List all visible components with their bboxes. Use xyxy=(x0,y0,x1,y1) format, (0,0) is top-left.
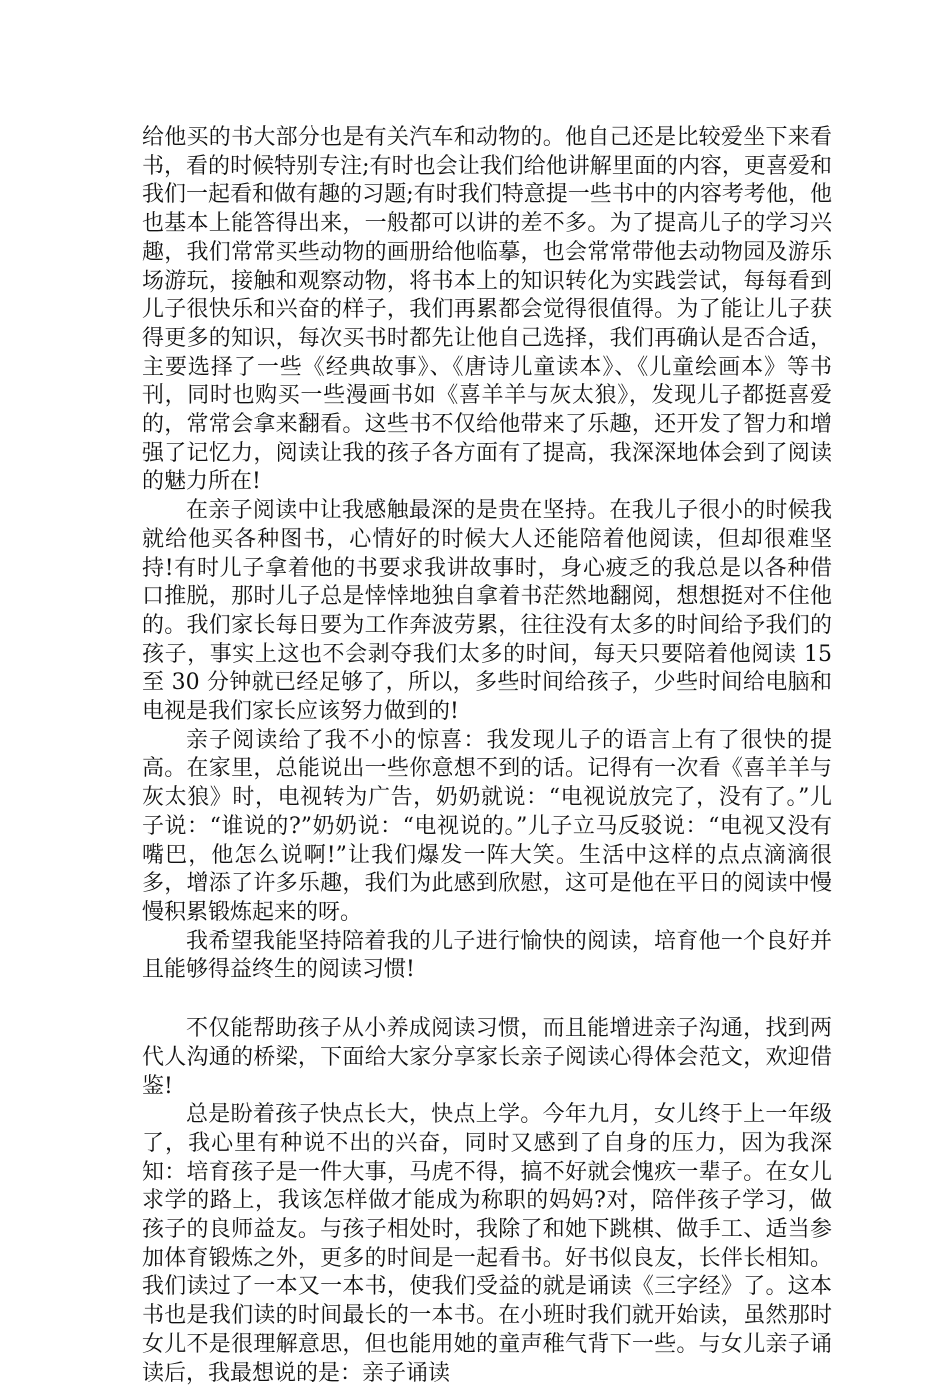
document-page xyxy=(142,124,832,1388)
section-gap xyxy=(142,985,832,1015)
paragraph-surprise: 亲子阅读给了我不小的惊喜：我发现儿子的语言上有了很快的提高。在家里，总能说出一些你意想不到的话。记得有一次看《喜羊羊与灰太狼》时，电视转为广告，奶奶就说：“电视说放完了，没有了。”儿子说：“谁说的?”奶奶说：“电视说的。”儿子立马反驳说：“电视又没有嘴巴，他怎么说啊!”让我们爆发一阵大笑。生活中这样的点点滴滴很多，增添了许多乐趣，我们为此感到欣慰，这可是他在平日的阅读中慢慢积累锻炼起来的呀。 xyxy=(142,727,832,925)
paragraph-daughter: 总是盼着孩子快点长大，快点上学。今年九月，女儿终于上一年级了，我心里有种说不出的兴奋，同时又感到了自身的压力，因为我深知：培育孩子是一件大事，马虎不得，搞不好就会愧疚一辈子。在女儿求学的路上，我该怎样做才能成为称职的妈妈?对，陪伴孩子学习，做孩子的良师益友。与孩子相处时，我除了和她下跳棋、做手工、适当参加体育锻炼之外，更多的时间是一起看书。好书似良友，长伴长相知。我们读过了一本又一本书，使我们受益的就是诵读《三字经》了。这本书也是我们读的时间最长的一本书。在小班时我们就开始读，虽然那时女儿不是很理解意思，但也能用她的童声稚气背下一些。与女儿亲子诵读后，我最想说的是：亲子诵读 xyxy=(142,1102,832,1386)
paragraph-intro: 不仅能帮助孩子从小养成阅读习惯，而且能增进亲子沟通，找到两代人沟通的桥梁，下面给大家分享家长亲子阅读心得体会范文，欢迎借鉴! xyxy=(142,1016,832,1099)
paragraph-continued: 给他买的书大部分也是有关汽车和动物的。他自己还是比较爱坐下来看书，看的时候特别专注;有时也会让我们给他讲解里面的内容，更喜爱和我们一起看和做有趣的习题;有时我们特意提一些书中的内容考考他，他也基本上能答得出来，一般都可以讲的差不多。为了提高儿子的学习兴趣，我们常常买些动物的画册给他临摹，也会常常带他去动物园及游乐场游玩，接触和观察动物，将书本上的知识转化为实践尝试，每每看到儿子很快乐和兴奋的样子，我们再累都会觉得很值得。为了能让儿子获得更多的知识，每次买书时都先让他自己选择，我们再确认是否合适，主要选择了一些《经典故事》、《唐诗儿童读本》、《儿童绘画本》等书刊，同时也购买一些漫画书如《喜羊羊与灰太狼》，发现儿子都挺喜爱的，常常会拿来翻看。这些书不仅给他带来了乐趣，还开发了智力和增强了记忆力，阅读让我的孩子各方面有了提高，我深深地体会到了阅读的魅力所在! xyxy=(142,125,832,495)
paragraph-hope: 我希望我能坚持陪着我的儿子进行愉快的阅读，培育他一个良好并且能够得益终生的阅读习惯! xyxy=(142,928,832,983)
paragraph-persistence: 在亲子阅读中让我感触最深的是贵在坚持。在我儿子很小的时候我就给他买各种图书，心情好的时候大人还能陪着他阅读，但却很难坚持!有时儿子拿着他的书要求我讲故事时，身心疲乏的我总是以各种借口推脱，那时儿子总是悻悻地独自拿着书茫然地翻阅，想想挺对不住他的。我们家长每日要为工作奔波劳累，往往没有太多的时间给予我们的孩子，事实上这也不会剥夺我们太多的时间，每天只要陪着他阅读 15 至 30 分钟就已经足够了，所以，多些时间给孩子，少些时间给电脑和电视是我们家长应该努力做到的! xyxy=(142,498,832,725)
